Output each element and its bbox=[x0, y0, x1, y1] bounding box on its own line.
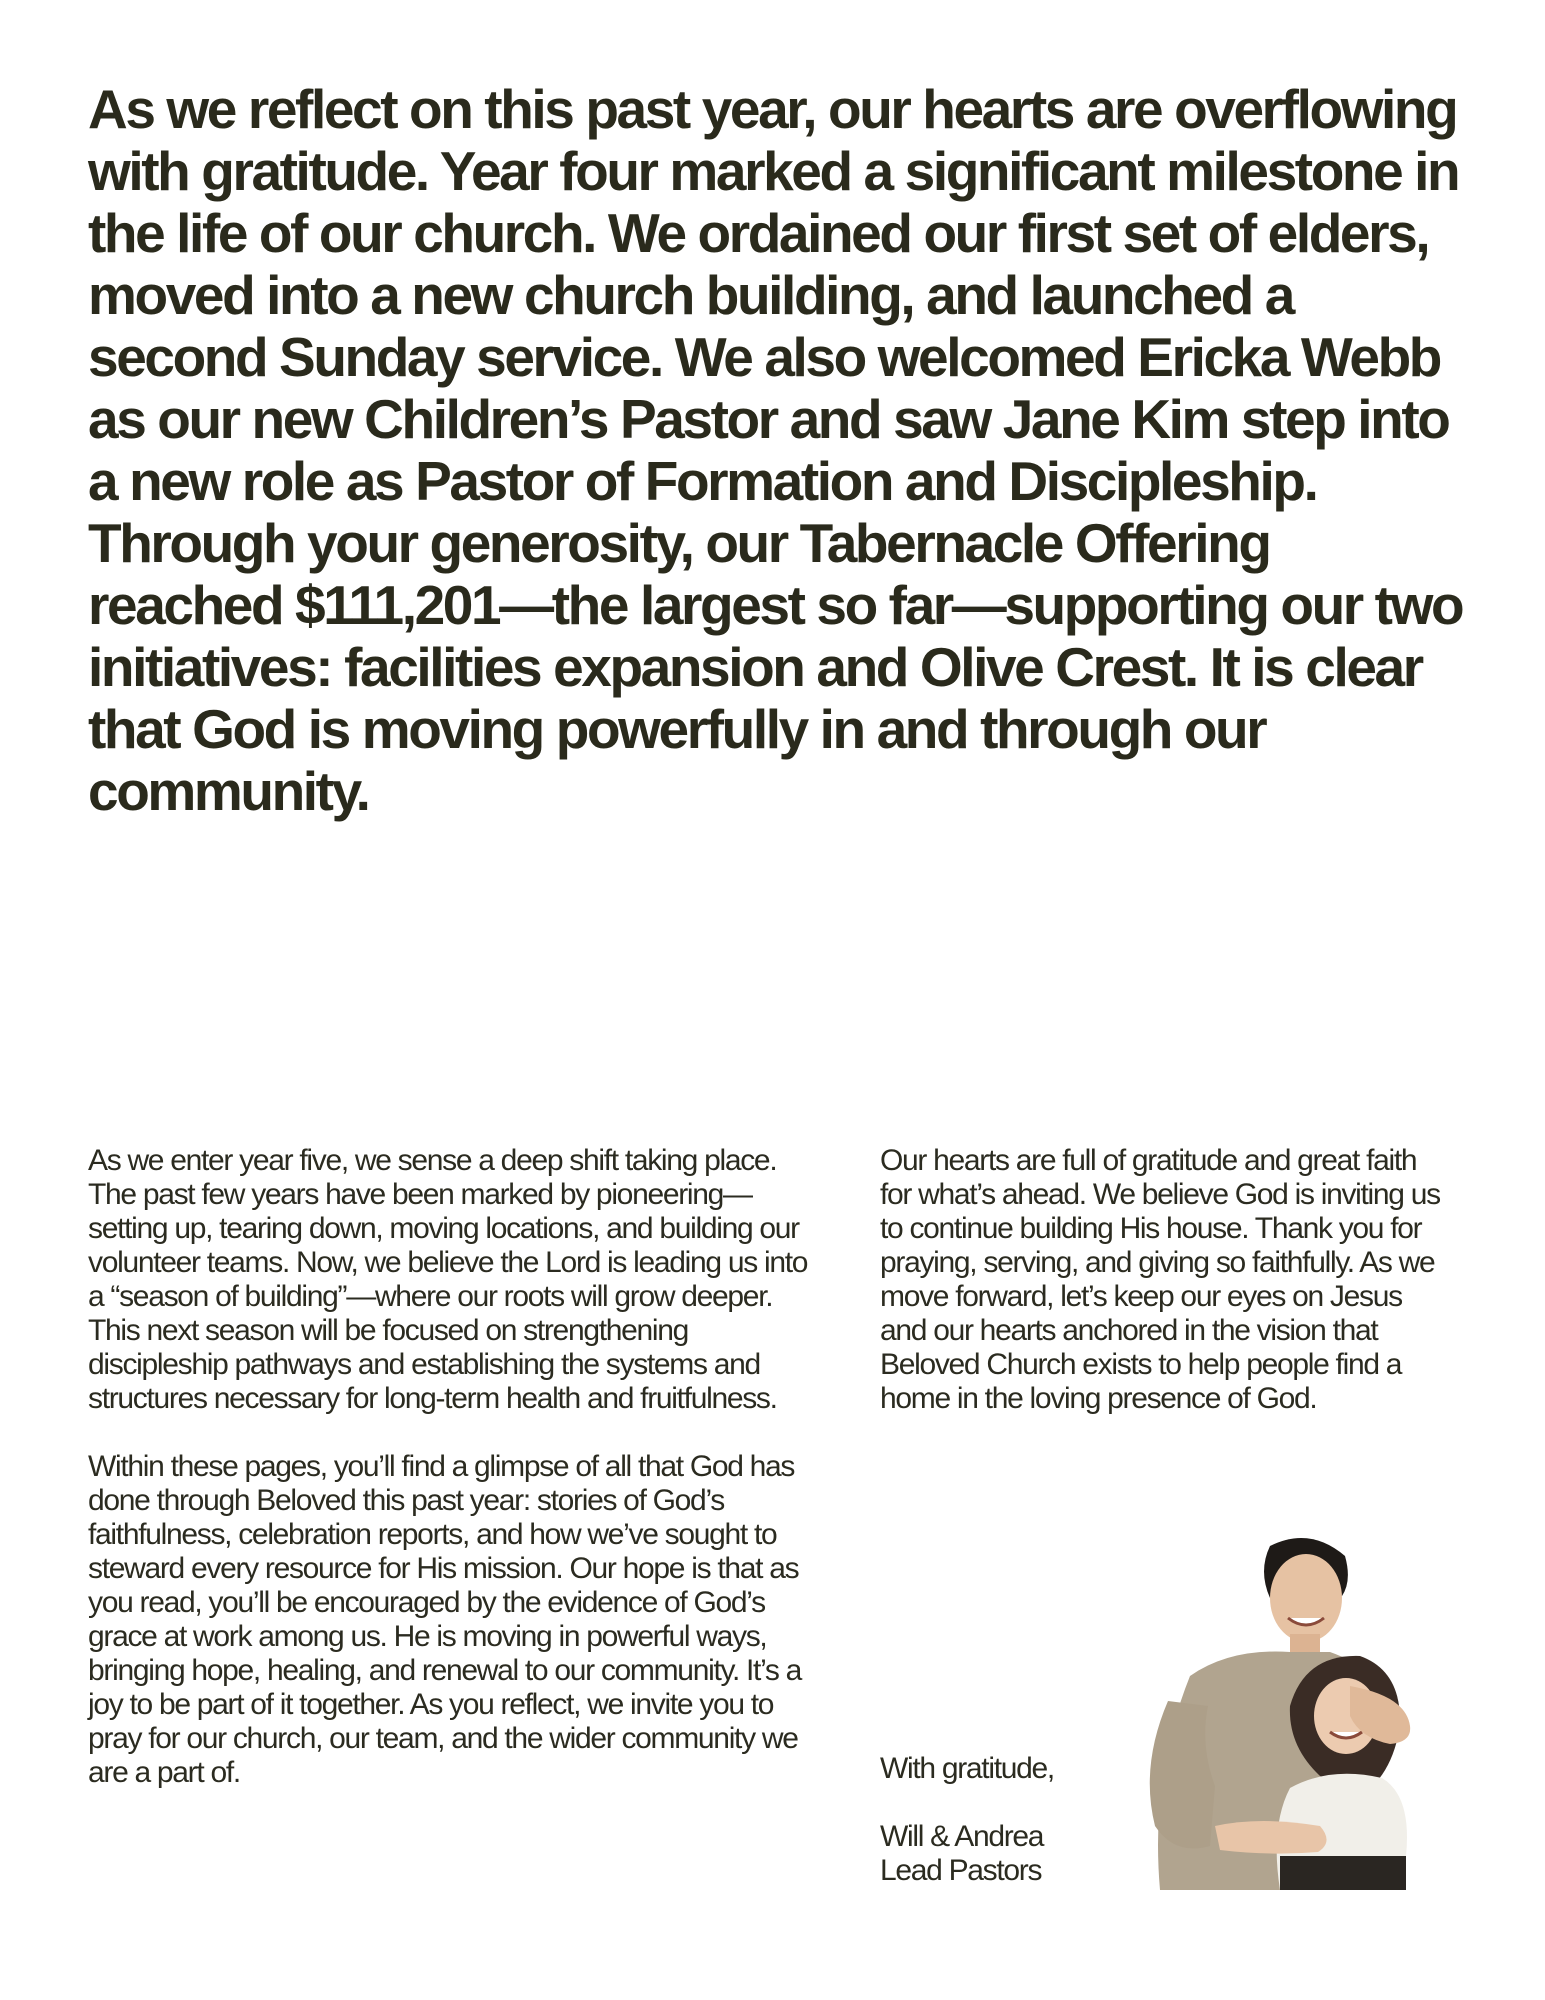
letter-right-column bbox=[880, 1144, 1440, 1416]
signoff-names: Will & Andrea bbox=[880, 1820, 1044, 1853]
signoff-role: Lead Pastors bbox=[880, 1854, 1042, 1887]
letter-headline: As we reflect on this past year, our hearts are overflowing with gratitude. Year four marked a significant milestone in the life of our church. We ordained our first set of elders, moved into a new church building, and launched a second Sunday service. We also welcomed Ericka Webb as our new Children’s Pastor and saw Jane Kim step into a new role as Pastor of Formation and Discipleship. Through your generosity, our Tabernacle Offering reached $111,201—the largest so far—supporting our two initiatives: facilities expansion and Olive Crest. It is clear that God is moving powerfully in and through our community. bbox=[88, 78, 1463, 822]
left-paragraph-1: As we enter year five, we sense a deep shift taking place. The past few years have been marked by pioneering—setting up, tearing down, moving locations, and building our volunteer teams. Now, we believe the Lord is leading us into a “season of building”—where our roots will grow deeper. This next season will be focused on strengthening discipleship pathways and establishing the systems and structures necessary for long-term health and fruitfulness. bbox=[88, 1144, 808, 1415]
pastors-photo bbox=[1120, 1526, 1420, 1890]
letter-left-column bbox=[88, 1144, 808, 1790]
signoff-closing: With gratitude, bbox=[880, 1752, 1054, 1785]
left-paragraph-2: Within these pages, you’ll find a glimpse of all that God has done through Beloved this past year: stories of God’s faithfulness, celebration reports, and how we’ve sought to steward every resource for His mission. Our hope is that as you read, you’ll be encouraged by the evidence of God’s grace at work among us. He is moving in powerful ways, bringing hope, healing, and renewal to our community. It’s a joy to be part of it together. As you reflect, we invite you to pray for our church, our team, and the wider community we are a part of. bbox=[88, 1450, 802, 1789]
right-paragraph-1: Our hearts are full of gratitude and great faith for what’s ahead. We believe God is inviting us to continue building His house. Thank you for praying, serving, and giving so faithfully. As we move forward, let’s keep our eyes on Jesus and our hearts anchored in the vision that Beloved Church exists to help people find a home in the loving presence of God. bbox=[880, 1144, 1440, 1415]
pastors-photo-illustration bbox=[1120, 1526, 1420, 1890]
signoff bbox=[880, 1752, 1140, 1888]
